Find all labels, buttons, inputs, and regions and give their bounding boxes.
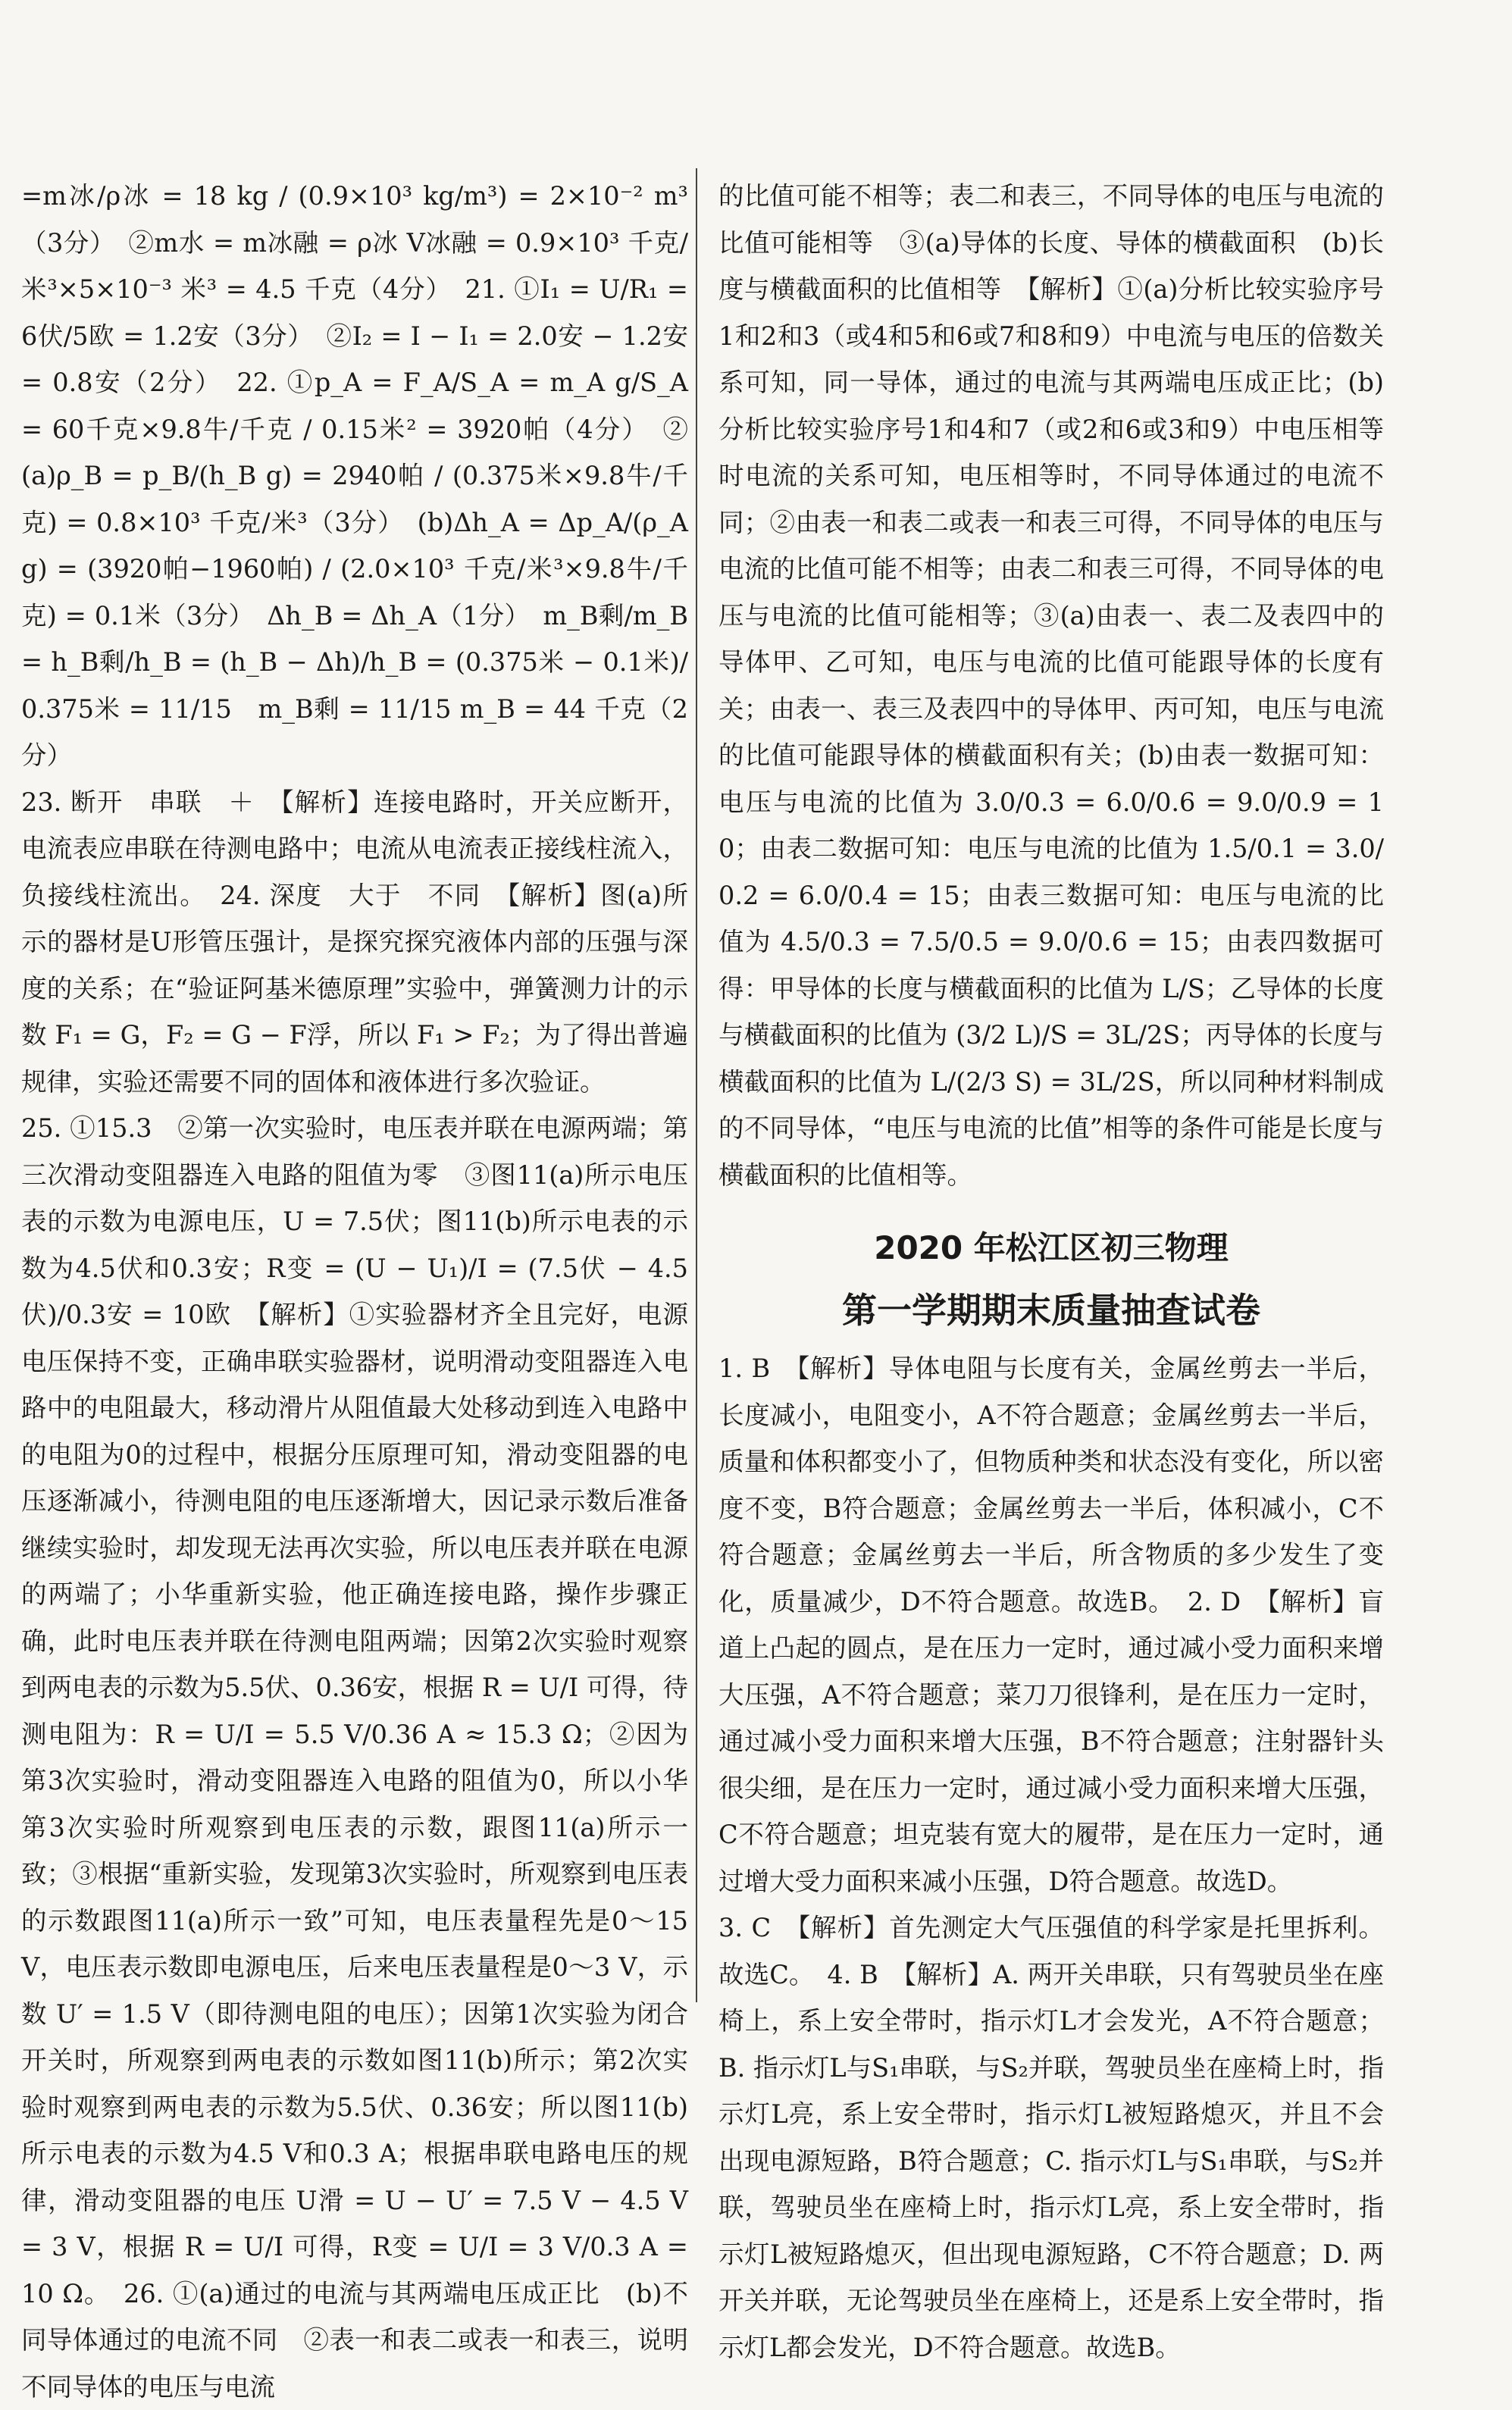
section-subtitle: 第一学期期末质量抽查试卷 (842, 1290, 1260, 1331)
answer-paragraph: 23. 断开 串联 ＋ 【解析】连接电路时，开关应断开，电流表应串联在待测电路中；电流从电流表正接线柱流入，负接线柱流出。 24. 深度 大于 不同 【解析】图(a)所示的器材是U形管压强计，是探究探究液体内部的压强与深度的关系；在“验证阿基米德原理”实验中，弹簧测力计的示数 F₁ = G，F₂ = G − F浮，所以 F₁ > F₂；为了得出普遍规律，实验还需要不同的固体和液体进行多次验证。 (21, 787, 688, 1097)
answer-paragraph: 1. B 【解析】导体电阻与长度有关，金属丝剪去一半后，长度减小，电阻变小，A不符合题意；金属丝剪去一半后，质量和体积都变小了，但物质种类和状态没有变化，所以密度不变，B符合题意；金属丝剪去一半后，体积减小，C不符合题意；金属丝剪去一半后，所含物质的多少发生了变化，质量减少，D不符合题意。故选B。 2. D 【解析】盲道上凸起的圆点，是在压力一定时，通过减小受力面积来增大压强，A不符合题意；菜刀刀很锋利，是在压力一定时，通过减小受力面积来增大压强，B不符合题意；注射器针头很尖细，是在压力一定时，通过减小受力面积来增大压强，C不符合题意；坦克装有宽大的履带，是在压力一定时，通过增大受力面积来减小压强，D符合题意。故选D。 (718, 1354, 1384, 1896)
section-title: 2020 年松江区初三物理 (874, 1229, 1229, 1266)
answer-paragraph: 的比值可能不相等；表二和表三，不同导体的电压与电流的比值可能相等 ③(a)导体的长度、导体的横截面积 (b)长度与横截面积的比值相等 【解析】①(a)分析比较实验序号1和2和3（或4和5和6或7和8和9）中电流与电压的倍数关系可知，同一导体，通过的电流与其两端电压成正比；(b)分析比较实验序号1和4和7（或2和6或3和9）中电压相等时电流的关系可知，电压相等时，不同导体通过的电流不同；②由表一和表二或表一和表三可得，不同导体的电压与电流的比值可能不相等；由表二和表三可得，不同导体的电压与电流的比值可能相等；③(a)由表一、表二及表四中的导体甲、乙可知，电压与电流的比值可能跟导体的长度有关；由表一、表三及表四中的导体甲、丙可知，电压与电流的比值可能跟导体的横截面积有关；(b)由表一数据可知：电压与电流的比值为 3.0/0.3 = 6.0/0.6 = 9.0/0.9 = 10；由表二数据可知：电压与电流的比值为 1.5/0.1 = 3.0/0.2 = 6.0/0.4 = 15；由表三数据可知：电压与电流的比值为 4.5/0.3 = 7.5/0.5 = 9.0/0.6 = 15；由表四数据可得：甲导体的长度与横截面积的比值为 L/S；乙导体的长度与横截面积的比值为 (3/2 L)/S = 3L/2S；丙导体的长度与横截面积的比值为 L/(2/3 S) = 3L/2S，所以同种材料制成的不同导体，“电压与电流的比值”相等的条件可能是长度与横截面积的比值相等。 (718, 181, 1384, 1190)
answer-paragraph: 25. ①15.3 ②第一次实验时，电压表并联在电源两端；第三次滑动变阻器连入电路的阻值为零 ③图11(a)所示电压表的示数为电源电压，U = 7.5伏；图11(b)所示电表的示数为4.5伏和0.3安；R变 = (U − U₁)/I = (7.5伏 − 4.5伏)/0.3安 = 10欧 【解析】①实验器材齐全且完好，电源电压保持不变，正确串联实验器材，说明滑动变阻器连入电路中的电阻最大，移动滑片从阻值最大处移动到连入电路中的电阻为0的过程中，根据分压原理可知，滑动变阻器的电压逐渐减小，待测电阻的电压逐渐增大，因记录示数后准备继续实验时，却发现无法再次实验，所以电压表并联在电源的两端了；小华重新实验，他正确连接电路，操作步骤正确，此时电压表并联在待测电阻两端；因第2次实验时观察到两电表的示数为5.5伏、0.36安，根据 R = U/I 可得，待测电阻为：R = U/I = 5.5 V/0.36 A ≈ 15.3 Ω；②因为第3次实验时，滑动变阻器连入电路的阻值为0，所以小华第3次实验时所观察到电压表的示数，跟图11(a)所示一致；③根据“重新实验，发现第3次实验时，所观察到电压表的示数跟图11(a)所示一致”可知，电压表量程先是0～15 V，电压表示数即电源电压，后来电压表量程是0～3 V，示数 U′ = 1.5 V（即待测电阻的电压）；因第1次实验为闭合开关时，所观察到两电表的示数如图11(b)所示；第2次实验时观察到两电表的示数为5.5伏、0.36安；所以图11(b)所示电表的示数为4.5 V和0.3 A；根据串联电路电压的规律，滑动变阻器的电压 U滑 = U − U′ = 7.5 V − 4.5 V = 3 V，根据 R = U/I 可得，R变 = U/I = 3 V/0.3 A = 10 Ω。 26. ①(a)通过的电流与其两端电压成正比 (b)不同导体通过的电流不同 ②表一和表二或表一和表三，说明不同导体的电压与电流 (21, 1113, 688, 2402)
left-column (21, 173, 688, 2410)
answer-paragraph: =m冰/ρ冰 = 18 kg / (0.9×10³ kg/m³) = 2×10⁻² m³（3分） ②m水 = m冰融 = ρ冰 V冰融 = 0.9×10³ 千克/米³×5×10⁻³ 米³ = 4.5 千克（4分） 21. ①I₁ = U/R₁ = 6伏/5欧 = 1.2安（3分） ②I₂ = I − I₁ = 2.0安 − 1.2安 = 0.8安（2分） 22. ①p_A = F_A/S_A = m_A g/S_A = 60千克×9.8牛/千克 / 0.15米² = 3920帕（4分） ②(a)ρ_B = p_B/(h_B g) = 2940帕 / (0.375米×9.8牛/千克) = 0.8×10³ 千克/米³（3分） (b)Δh_A = Δp_A/(ρ_A g) = (3920帕−1960帕) / (2.0×10³ 千克/米³×9.8牛/千克) = 0.1米（3分） Δh_B = Δh_A（1分） m_B剩/m_B = h_B剩/h_B = (h_B − Δh)/h_B = (0.375米 − 0.1米)/0.375米 = 11/15 m_B剩 = 11/15 m_B = 44 千克（2分） (21, 181, 688, 770)
right-column (718, 173, 1384, 2371)
answer-paragraph: 3. C 【解析】首先测定大气压强值的科学家是托里拆利。故选C。 4. B 【解析】A. 两开关串联，只有驾驶员坐在座椅上，系上安全带时，指示灯L才会发光，A不符合题意；B. 指示灯L与S₁串联，与S₂并联，驾驶员坐在座椅上时，指示灯L亮，系上安全带时，指示灯L被短路熄灭，并且不会出现电源短路，B符合题意；C. 指示灯L与S₁串联，与S₂并联，驾驶员坐在座椅上时，指示灯L亮，系上安全带时，指示灯L被短路熄灭，但出现电源短路，C不符合题意；D. 两开关并联，无论驾驶员坐在座椅上，还是系上安全带时，指示灯L都会发光，D不符合题意。故选B。 (718, 1913, 1384, 2362)
column-divider (696, 168, 697, 2002)
